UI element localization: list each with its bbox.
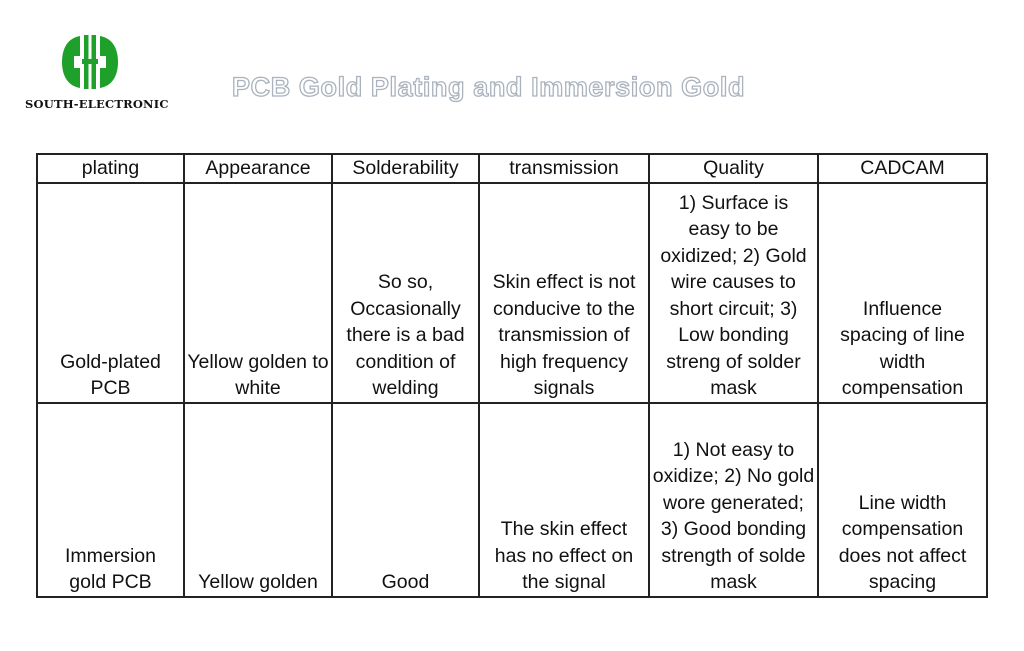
table-header-row: [37, 154, 987, 183]
column-header-solderability: Solderability: [332, 154, 479, 183]
table-row: [37, 403, 987, 597]
cell-plating: Gold-plated PCB: [37, 183, 184, 403]
cell-cadcam: Line width compensation does not affect spacing: [818, 403, 987, 597]
cell-appearance: Yellow golden to white: [184, 183, 332, 403]
cell-solderability: Good: [332, 403, 479, 597]
cell-plating: Immersion gold PCB: [37, 403, 184, 597]
column-header-quality: Quality: [649, 154, 818, 183]
cell-quality: 1) Not easy to oxidize; 2) No gold wore generated; 3) Good bonding strength of solde mask: [649, 403, 818, 597]
page-title: PCB Gold Plating and Immersion Gold: [232, 72, 746, 102]
table-row: [37, 183, 987, 403]
cell-appearance: Yellow golden: [184, 403, 332, 597]
cell-cadcam: Influence spacing of line width compensation: [818, 183, 987, 403]
company-logo: [20, 28, 170, 113]
cell-transmission: Skin effect is not conducive to the transmission of high frequency signals: [479, 183, 649, 403]
cell-transmission: The skin effect has no effect on the signal: [479, 403, 649, 597]
comparison-table: [36, 153, 988, 598]
column-header-appearance: Appearance: [184, 154, 332, 183]
column-header-cadcam: CADCAM: [818, 154, 987, 183]
column-header-transmission: transmission: [479, 154, 649, 183]
column-header-plating: plating: [37, 154, 184, 183]
cell-solderability: So so, Occasionally there is a bad condition of welding: [332, 183, 479, 403]
cell-quality: 1) Surface is easy to be oxidized; 2) Gold wire causes to short circuit; 3) Low bonding streng of solder mask: [649, 183, 818, 403]
logo-mark-icon: [60, 32, 120, 92]
logo-text: SOUTH-ELECTRONIC: [25, 97, 169, 111]
